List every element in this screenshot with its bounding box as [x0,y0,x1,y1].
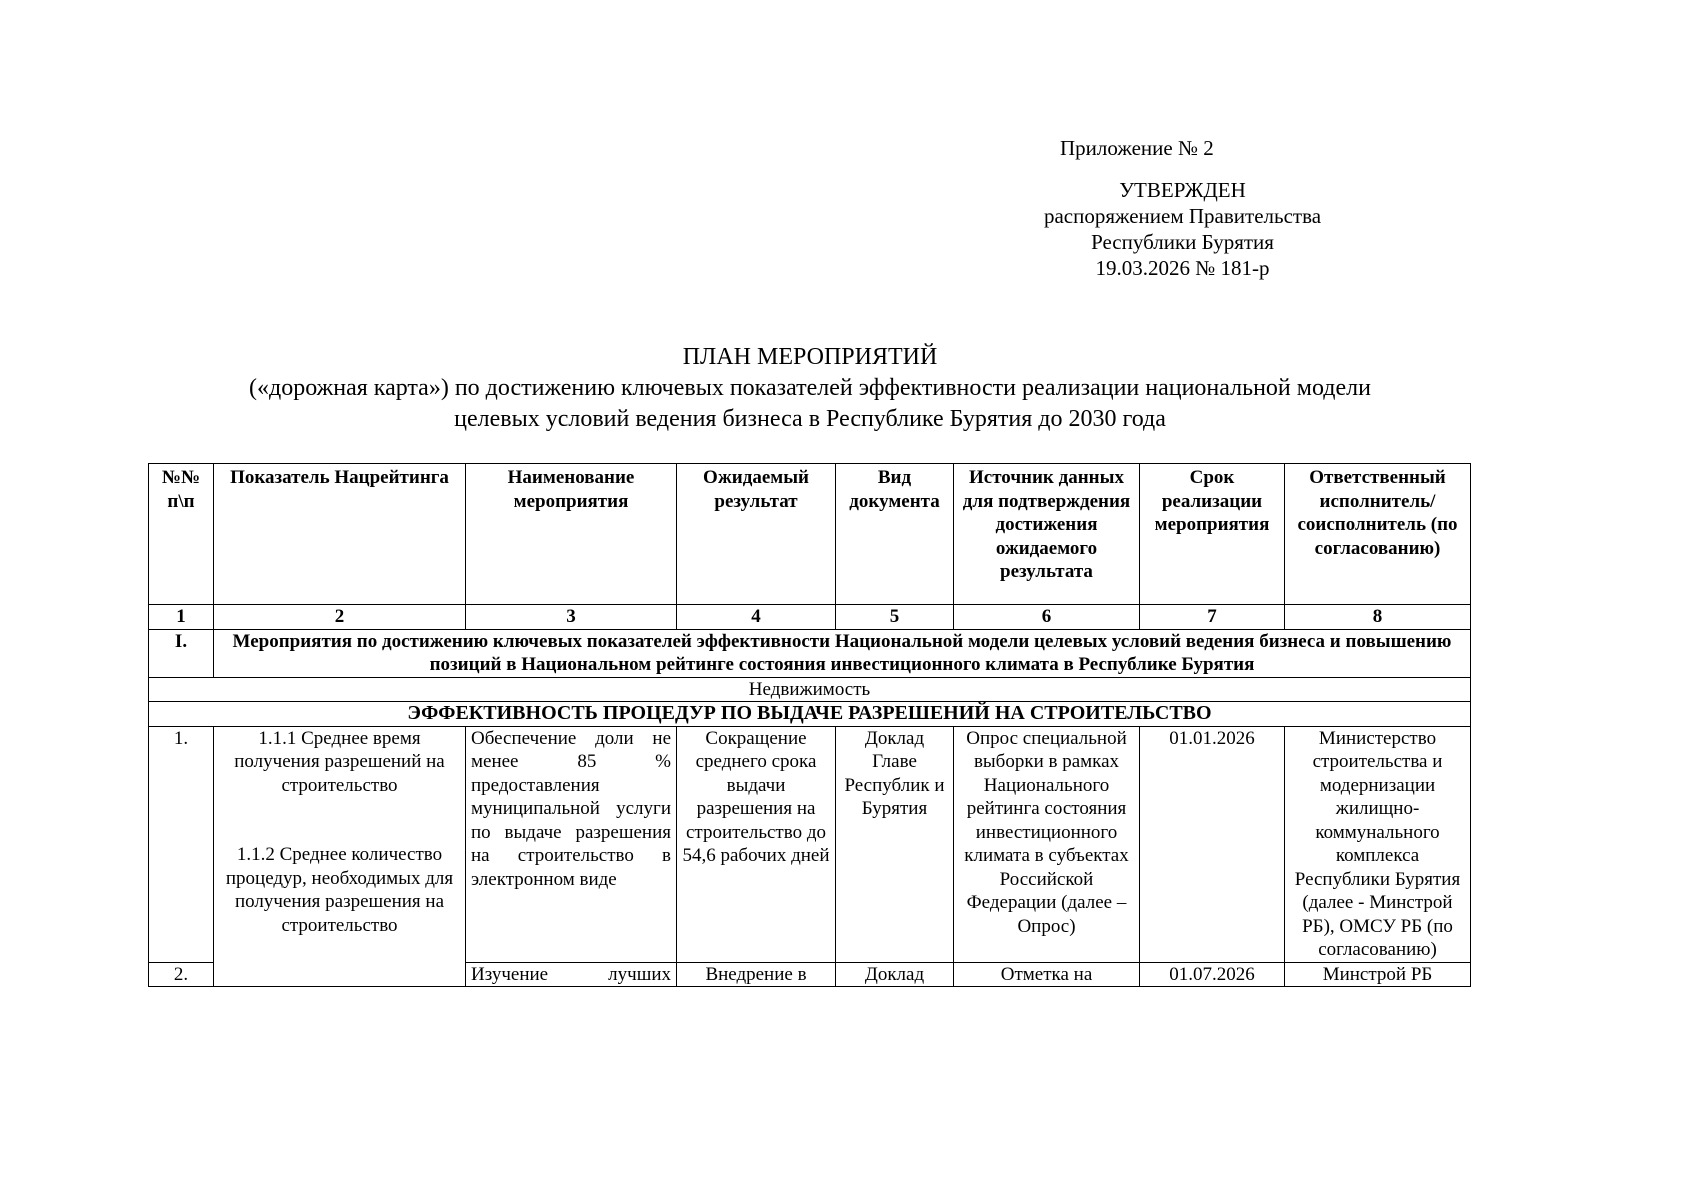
section-row [149,629,1471,677]
spacer [219,797,460,843]
section-title: Мероприятия по достижению ключевых показателей эффективности Национальной модели целевых условий ведения бизнеса и повышению позиций в Национальном рейтинге состояния инвестиционного климата в Республике Бурятия [214,629,1471,677]
subsection-row [149,677,1471,702]
indicator-1: 1.1.1 Среднее время получения разрешений на строительство [234,727,445,796]
section-number: I. [149,629,214,677]
column-numbers-row [149,605,1471,630]
table-row [149,726,1471,962]
header-indicator: Показатель Нацрейтинга [214,464,466,605]
col-number: 3 [466,605,677,630]
result-cell: Внедрение в [677,962,836,987]
roadmap-table [148,463,1471,987]
header-source: Источник данных для подтверждения достижения ожидаемого результата [954,464,1140,605]
title-line-2: («дорожная карта») по достижению ключевых показателей эффективности реализации национальной модели [249,375,1371,401]
col-number: 5 [836,605,954,630]
measure-cell: Обеспечение доли не менее 85 % предоставления муниципальной услуги по выдаче разрешения на строительство в электронном виде [466,726,677,962]
header-executor: Ответственный исполнитель/ соисполнитель (по согласованию) [1285,464,1471,605]
col-number: 2 [214,605,466,630]
doc-cell: Доклад [836,962,954,987]
col-number: 6 [954,605,1140,630]
col-number: 4 [677,605,836,630]
source-cell: Опрос специальной выборки в рамках Национального рейтинга состояния инвестиционного климата в субъектах Российской Федерации (далее – Опрос) [954,726,1140,962]
document-title [150,342,1470,435]
header-doc: Вид документа [836,464,954,605]
approved-label: УТВЕРЖДЕН [1119,178,1246,202]
appendix-label: Приложение № 2 [1060,136,1214,160]
header-result: Ожидаемый результат [677,464,836,605]
header-row [149,464,1471,605]
header-num: №№ п\п [149,464,214,605]
header-date: Срок реализации мероприятия [1140,464,1285,605]
source-cell: Отметка на [954,962,1140,987]
col-number: 1 [149,605,214,630]
subsection-title: Недвижимость [149,677,1471,702]
subsection2-row [149,702,1471,727]
col-number: 8 [1285,605,1471,630]
title-line-3: целевых условий ведения бизнеса в Республике Бурятия до 2030 года [454,406,1166,432]
approval-stamp-text [1010,177,1355,281]
measure-cell: Изучение лучших [466,962,677,987]
indicator-2: 1.1.2 Среднее количество процедур, необходимых для получения разрешения на строительство [225,844,454,936]
approval-line-1: распоряжением Правительства [1043,204,1322,228]
date-cell: 01.07.2026 [1140,962,1285,987]
approval-block [1043,135,1400,281]
title-line-1: ПЛАН МЕРОПРИЯТИЙ [682,344,938,370]
executor-cell: Минстрой РБ [1285,962,1471,987]
result-cell: Сокращение среднего срока выдачи разрешения на строительство до 54,6 рабочих дней [677,726,836,962]
header-measure: Наименование мероприятия [466,464,677,605]
indicator-cell [214,726,466,987]
subsection2-title: ЭФФЕКТИВНОСТЬ ПРОЦЕДУР ПО ВЫДАЧЕ РАЗРЕШЕНИЙ НА СТРОИТЕЛЬСТВО [149,702,1471,727]
executor-cell: Министерство строительства и модернизации жилищно-коммунального комплекса Республики Бурятия (далее - Минстрой РБ), ОМСУ РБ (по согласованию) [1285,726,1471,962]
row-number: 1. [149,726,214,962]
approval-line-3: 19.03.2026 № 181-р [1095,256,1270,280]
col-number: 7 [1140,605,1285,630]
row-number: 2. [149,962,214,987]
doc-cell: Доклад Главе Республик и Бурятия [836,726,954,962]
date-cell: 01.01.2026 [1140,726,1285,962]
approval-line-2: Республики Бурятия [1091,230,1274,254]
